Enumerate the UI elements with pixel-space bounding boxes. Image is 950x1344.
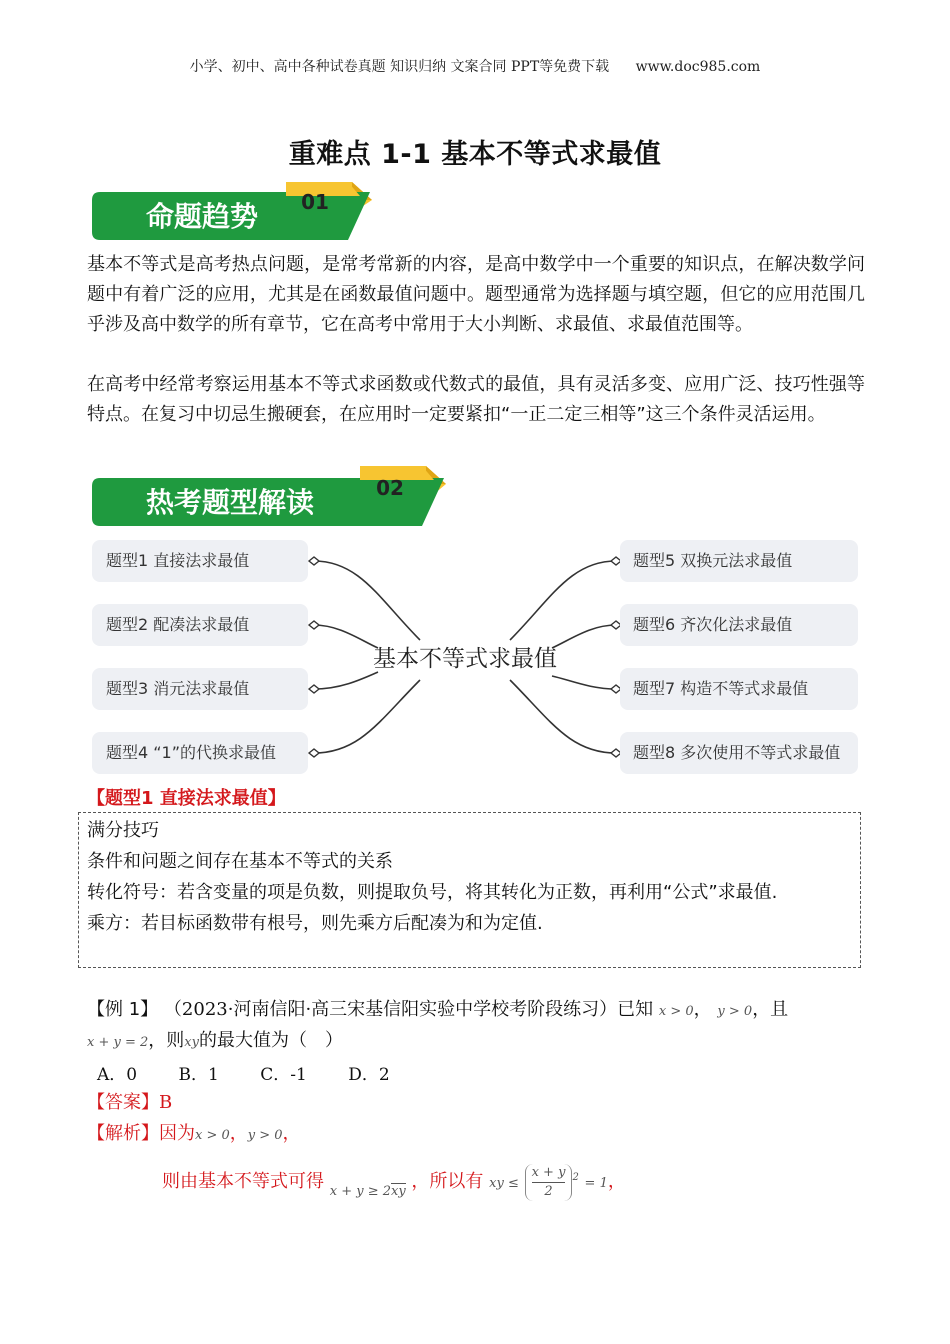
node-left-4 <box>309 749 319 757</box>
tips-box <box>78 812 861 968</box>
connector-right-4 <box>510 680 616 753</box>
node-left-3 <box>309 685 319 693</box>
header-text: 小学、初中、高中各种试卷真题 知识归纳 文案合同 PPT等免费下载 <box>189 59 610 75</box>
answer-value: B <box>159 1092 173 1113</box>
analysis-label: 【解析】 <box>87 1123 159 1144</box>
option-b: B．1 <box>178 1065 219 1085</box>
example-label: 【例 1】 <box>87 999 159 1020</box>
cond-y: y > 0 <box>717 1004 753 1019</box>
mindmap-type-7: 题型7 构造不等式求最值 <box>620 668 858 710</box>
analysis-rhs: = 1 <box>584 1176 608 1191</box>
tips-line-3: 乘方：若目标函数带有根号，则先乘方后配凑为和为定值. <box>87 913 543 934</box>
ask-1: ，则 <box>148 1030 185 1051</box>
node-left-2 <box>309 621 319 629</box>
connector-left-4 <box>314 680 420 753</box>
option-d: D．2 <box>348 1065 390 1085</box>
analysis-line-1 <box>87 1119 301 1151</box>
mindmap-type-1: 题型1 直接法求最值 <box>92 540 308 582</box>
example-options <box>97 1060 426 1085</box>
intro-paragraph-1: 基本不等式是高考热点问题，是常考常新的内容，是高中数学中一个重要的知识点，在解决数学问题中有着广泛的应用，尤其是在函数最值问题中。题型通常为选择题与填空题，但它的应用范围几乎涉及高中数学的所有章节，它在高考中常用于大小判断、求最值、求最值范围等。 <box>87 254 865 335</box>
sep-1: ， <box>693 999 712 1020</box>
cond-sum: x + y = 2 <box>87 1035 149 1050</box>
analysis-sep: ， <box>229 1123 248 1144</box>
analysis-text-1: 因为 <box>159 1123 195 1144</box>
banner-types-number: 02 <box>376 476 404 500</box>
analysis-ineq <box>330 1184 406 1199</box>
analysis-end-1: ， <box>282 1123 301 1144</box>
header-url[interactable]: www.doc985.com <box>635 59 761 75</box>
ask-2: 的最大值为（ ） <box>198 1030 343 1051</box>
intro-paragraph-2: 在高考中经常考察运用基本不等式求函数或代数式的最值，具有灵活多变、应用广泛、技巧性强等特点。在复习中切忌生搬硬套，在应用时一定要紧扣“一正二定三相等”这三个条件灵活运用。 <box>87 374 865 425</box>
option-c: C．-1 <box>260 1065 307 1085</box>
page-header <box>0 56 950 76</box>
answer-label: 【答案】 <box>87 1092 159 1113</box>
mindmap-type-2: 题型2 配凑法求最值 <box>92 604 308 646</box>
tips-line-1: 条件和问题之间存在基本不等式的关系 <box>87 851 393 872</box>
var-xy: xy <box>184 1035 199 1050</box>
ineq-lhs: x + y ≥ 2 <box>329 1184 391 1199</box>
mindmap-center: 基本不等式求最值 <box>373 646 557 672</box>
mindmap-type-3: 题型3 消元法求最值 <box>92 668 308 710</box>
page-title: 重难点 1-1 基本不等式求最值 <box>288 139 662 170</box>
example-source: （2023·河南信阳·高三宋基信阳实验中学校考阶段练习）已知 <box>163 999 654 1020</box>
banner-types-graphic <box>90 464 450 530</box>
section-banner-trend <box>90 180 375 244</box>
analysis-cond-x: x > 0 <box>195 1128 230 1143</box>
option-a: A．0 <box>97 1065 138 1085</box>
banner-trend-graphic <box>90 180 375 244</box>
node-left-1 <box>309 557 319 565</box>
tips-title: 满分技巧 <box>87 820 159 841</box>
mindmap-type-4: 题型4 “1”的代换求最值 <box>92 732 308 774</box>
type1-heading: 【题型1 直接法求最值】 <box>87 788 286 809</box>
example-question-line-1 <box>87 995 788 1027</box>
analysis-line2-a: 则由基本不等式可得 <box>162 1171 324 1192</box>
analysis-lhs: xy ≤ <box>489 1176 519 1191</box>
answer-line <box>87 1088 172 1118</box>
mindmap-type-8: 题型8 多次使用不等式求最值 <box>620 732 858 774</box>
and-text: ，且 <box>752 999 789 1020</box>
power: 2 <box>572 1172 579 1183</box>
sqrt-xy: xy <box>391 1184 406 1199</box>
fraction-denominator: 2 <box>544 1183 553 1199</box>
connector-right-1 <box>510 561 616 640</box>
cond-x: x > 0 <box>658 1004 694 1019</box>
connector-left-1 <box>314 561 420 640</box>
analysis-line2-b: ，所以有 <box>411 1171 484 1192</box>
banner-trend-number: 01 <box>301 190 329 214</box>
connector-right-3 <box>552 676 616 689</box>
tips-line-2: 转化符号：若含变量的项是负数，则提取负号，将其转化为正数，再利用“公式”求最值. <box>87 882 778 903</box>
banner-types-label: 热考题型解读 <box>145 486 315 519</box>
analysis-cond-y: y > 0 <box>247 1128 283 1143</box>
fraction <box>525 1164 573 1201</box>
mindmap-type-6: 题型6 齐次化法求最值 <box>620 604 858 646</box>
fraction-numerator: x + y <box>532 1164 566 1183</box>
analysis-line-2 <box>162 1158 626 1204</box>
connector-left-3 <box>314 672 378 689</box>
banner-trend-label: 命题趋势 <box>145 200 259 233</box>
section-banner-types <box>90 464 450 530</box>
analysis-end-2: ， <box>607 1171 626 1192</box>
mindmap-type-5: 题型5 双换元法求最值 <box>620 540 858 582</box>
example-question-line-2 <box>87 1026 343 1058</box>
